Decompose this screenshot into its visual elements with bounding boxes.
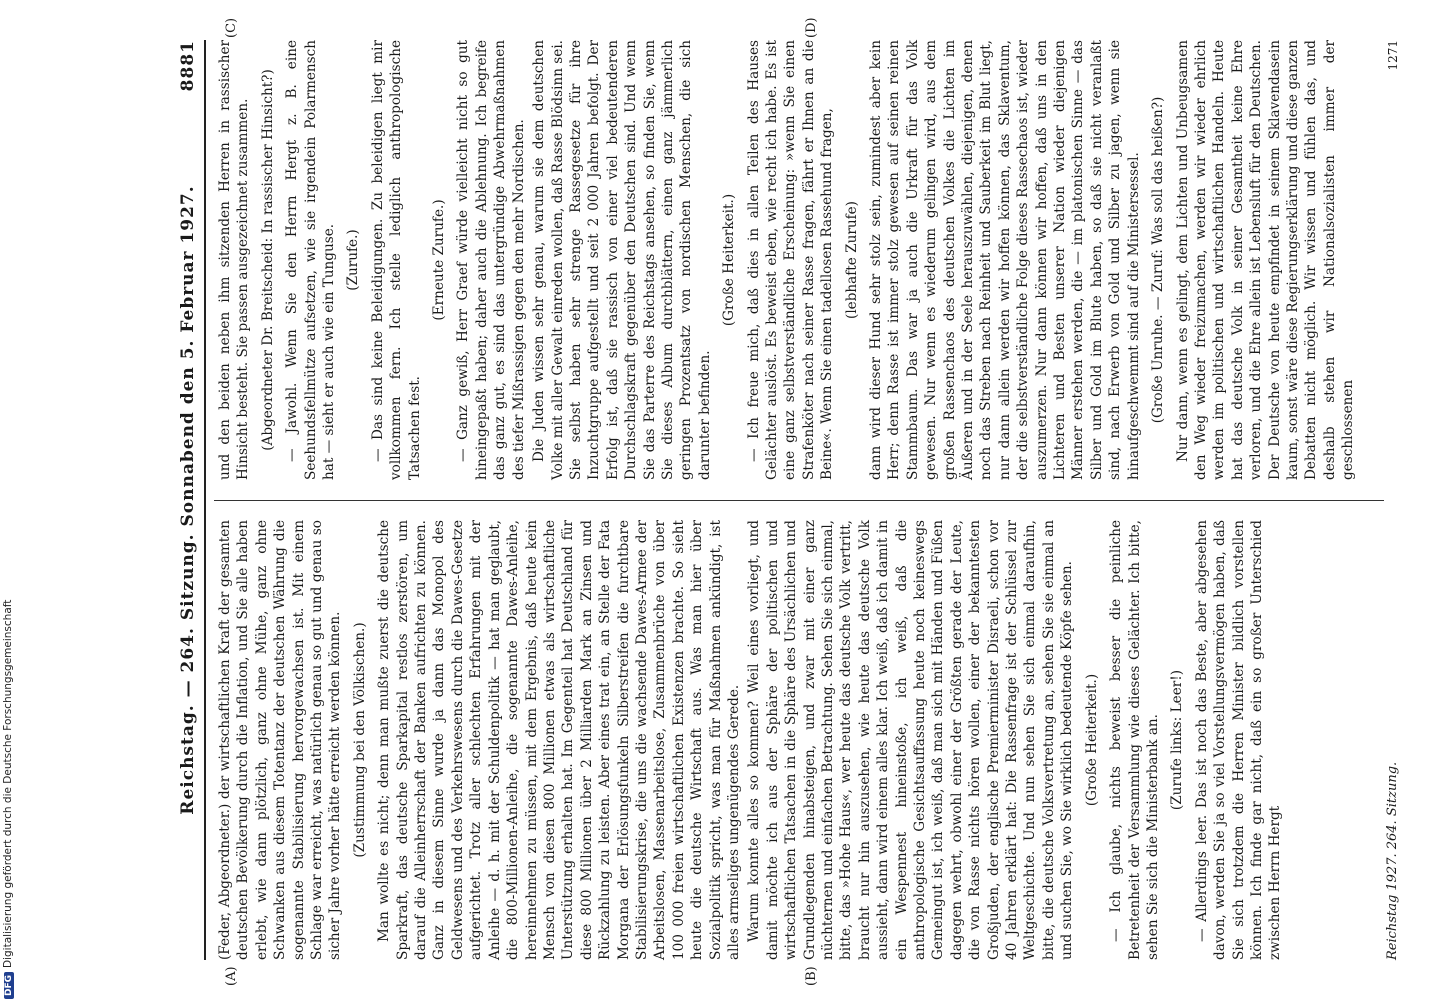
interjection: (Große Heiterkeit.) [1083, 673, 1100, 807]
paragraph: (Feder, Abgeordneter.) der wirtschaftlichen Kraft der gesamten deutschen Bevölkerung durch die Inflation, und Sie alle haben erlebt, wie dann plötzlich, ganz ohne Mühe, ganz ohne Schwanken aus diesem Totentanz der deutschen Währung die sogenannte Stabilisierung hervorgewachsen ist. Mit einem Schlage war erreicht, was natürlich genau so gut und genau so sicher Jahre vorher hätte erreicht werden können. [217, 520, 344, 960]
margin-mark-a: (A) [224, 966, 239, 986]
paragraph: Die Juden wissen sehr genau, warum sie dem deutschen Volke mit aller Gewalt einreden wollen, daß Rasse Blödsinn sei. Sie selbst haben sehr strenge Rassegesetze für ihre Inzuchtgruppe aufgestellt und seit 2 000 Jahren befolgt. Der Erfolg ist, daß sie rassisch von einer viel bedeutenderen Durchschlagskraft gegenüber den Deutschen sind. Und wenn Sie das Parterre des Reichstags ansehen, so finden Sie, wenn Sie dieses Album durchblättern, einen ganz jämmerlich geringen Prozentsatz von nordischen Menschen, die sich darunter befinden. [531, 40, 713, 480]
paragraph: Nur dann, wenn es gelingt, dem Lichten und Unbeugsamen den Weg wieder freizumachen, werden wir wieder ehrlich werden im politischen und wirtschaftlichen Handeln. Heute hat das deutsche Volk in seiner Gesamtheit keine Ehre verloren, und die Ehre allein ist Lebensluft für den Deutschen. Der Deutsche von heute empfindet in seinem Sklavendasein kaum, sonst wäre diese Regierungserklärung und diese ganzen Debatten nicht möglich. Wir wissen und fühlen das, und deshalb stehen wir Nationalsozialisten immer der geschlossenen [1174, 40, 1357, 480]
paragraph: Warum konnte alles so kommen? Weil eines vorliegt, und damit möchte ich aus der Sphäre der politischen und wirtschaftlichen Tatsachen in die Sphäre des Ursächlichen und Grundlegenden hinabsteigen, und zwar mit einer ganz nüchternen und einfachen Betrachtung. Sehen Sie sich einmal, bitte, das »Hohe Haus«, wer heute das deutsche Volk vertritt, braucht nur hin auszusehen, wie heute das deutsche Volk aussieht, dann wird einem alles klar. Ich weiß, daß ich damit in ein Wespennest hineinstoße, ich weiß, daß die anthropologische Gesichtsauffassung heute noch keineswegs Gemeingut ist, ich weiß, daß man sich mit Händen und Füßen dagegen wehrt, obwohl einer der Größten gerade der Leute, die von Rasse nichts hören wollen, einer der bekanntesten Großjuden, der englische Premierminister Disraeli, schon vor 40 Jahren erklärt hat: Die Rassenfrage ist der Schlüssel zur Weltgeschichte. Und nun sehen Sie sich einmal daraufhin, bitte, die deutsche Volksvertretung an, sehen Sie sie einmal an und suchen Sie, wo Sie wirklich bedeutende Köpfe sehen. [746, 520, 1076, 960]
paragraph: dann wird dieser Hund sehr stolz sein, zumindest aber kein Herr; denn Rasse ist immer stolz gewesen auf seinen reinen Stammbaum. Das war ja auch die Urkraft für das Volk gewesen. Nur wenn es wiederum gelingen wird, aus dem großen Rassenchaos des deutschen Volkes die Lichten im Äußeren und in der Seele herauszuwählen, diejenigen, denen noch das Streben nach Reinheit und Sauberkeit im Blut liegt, nur dann allein werden wir hoffen können, das Sklaventum, der die selbstverständliche Folge dieses Rassechaos ist, wieder auszumerzen. Nur dann können wir hoffen, daß uns in den Lichteren und Besten unserer Nation wieder diejenigen Männer erstehen werden, die — im platonischen Sinne — das Silber und Gold im Blute haben, so daß sie nicht veranlaßt sind, nach Erwerb von Gold und Silber zu jagen, wenn sie hinaufgeschwemmt sind auf die Ministersessel. [868, 40, 1142, 480]
dfg-logo-icon: DFG [4, 972, 14, 999]
margin-mark-b: (B) [804, 966, 819, 986]
document-page [164, 0, 1434, 1000]
interjection: (Erneute Zurufe.) [431, 199, 448, 321]
right-column [216, 40, 1360, 480]
paragraph: Man wollte es nicht; denn man mußte zuerst die deutsche Sparkraft, das deutsche Sparkapital restlos zerstören, um darauf die Alleinherrschaft der Banken aufrichten zu können. Ganz in diesem Sinne wurde ja dann das Monopol des Geldwesens und des Verkehrswesens durch die Dawes-Gesetze aufgerichtet. Trotz aller schlechten Erfahrungen mit der Anleihe — d. h. mit der Schuldenpolitik — hat man geglaubt, die 800-Millionen-Anleihe, die sogenannte Dawes-Anleihe, hereinnehmen zu müssen, mit dem Ergebnis, daß heute kein Mensch von diesen 800 Millionen etwas als wirtschaftliche Unterstützung erhalten hat. Im Gegenteil hat Deutschland für diese 800 Millionen über 2 Milliarden Mark an Zinsen und Rückzahlung zu leisten. Aber eines trat ein, an Stelle der Fata Morgana der Erlösungsfunkeln Silberstreifen die furchtbare Stabilisierungskrise, die uns die wachsende Dawes-Armee der Arbeitslosen, Massenarbeitslose, Zusammenbrüche von über 100 000 freien wirtschaftlichen Existenzen brachte. So sieht heute die deutsche Wirtschaft aus. Was man hier über Sozialpolitik spricht, was man für Maßnahmen ankündigt, ist alles armseliges ungenügendes Gerede. [376, 520, 742, 960]
interjection: (lebhafte Zurufe) [843, 201, 860, 319]
paragraph: — Das sind keine Beleidigungen. Zu beleidigen liegt mir vollkommen fern. Ich stelle lediglich anthropologische Tatsachen fest. [369, 40, 423, 480]
paragraph: und den beiden neben ihm sitzenden Herren in rassischer Hinsicht besteht. Sie passen ausgezeichnet zusammen. [217, 40, 252, 480]
footer-session-label: Reichstag 1927. 264. Sitzung. [1385, 761, 1400, 960]
paragraph: — Jawohl. Wenn Sie den Herrn Hergt z. B. eine Seehundsfellmütze aufsetzen, wie sie irgendein Polarmensch hat — sieht er auch wie ein Tunguse. [284, 40, 338, 480]
margin-mark-c: (C) [224, 17, 239, 38]
paragraph: — Ich freue mich, daß dies in allen Teilen des Hauses Gelächter auslöst. Es beweist eben, wie recht ich habe. Es ist eine ganz selbstverständliche Erscheinung: »wenn Sie einen Strafenköter nach seiner Rasse fragen, fährt er Ihnen an die Beine«. Wenn Sie einen tadellosen Rassehund fragen, [745, 40, 836, 480]
interjection: (Abgeordneter Dr. Breitscheid: In rassischer Hinsicht?) [259, 69, 276, 451]
interjection: (Zurufe.) [345, 229, 362, 291]
left-column [216, 520, 1287, 960]
credit-text: Digitalisierung gefördert durch die Deutsche Forschungsgemeinschaft [2, 599, 14, 968]
interjection: (Große Unruhe. — Zuruf: Was soll das heißen?) [1150, 96, 1167, 424]
column-divider [214, 500, 1384, 501]
footer-page-number: 1271 [1386, 40, 1400, 71]
interjection: (Zustimmung bei den Völkischen.) [351, 622, 368, 858]
paragraph: — Ganz gewiß, Herr Graef würde vielleicht nicht so gut hineingepaßt haben; daher auch die Ablehnung. Ich begreife das ganz gut, es sind das untergründige Abwehrmaßnahmen des tiefer Mißrassigen gegen den mehr Nordischen. [455, 40, 527, 480]
interjection: (Zurufe links: Leer!) [1169, 669, 1186, 811]
page-header [174, 40, 206, 960]
paragraph: — Allerdings leer. Das ist noch das Beste, aber abgesehen davon, werden Sie ja so viel Vorstellungsvermögen haben, daß Sie sich trotzdem die Herren Minister bildlich vorstellen können. Ich finde gar nicht, daß ein so großer Unterschied zwischen Herrn Hergt [1193, 520, 1284, 960]
page-number: 8881 [178, 40, 198, 92]
page-title: Reichstag. — 264. Sitzung. Sonnabend den 5. Februar 1927. [178, 185, 198, 815]
margin-mark-d: (D) [804, 17, 819, 38]
digitization-credit [0, 0, 20, 1000]
interjection: (Große Heiterkeit.) [721, 193, 738, 327]
paragraph: — Ich glaube, nichts beweist besser die peinliche Betretenheit der Versammlung wie dieses Gelächter. Ich bitte, sehen Sie sich die Ministerbank an. [1108, 520, 1161, 960]
